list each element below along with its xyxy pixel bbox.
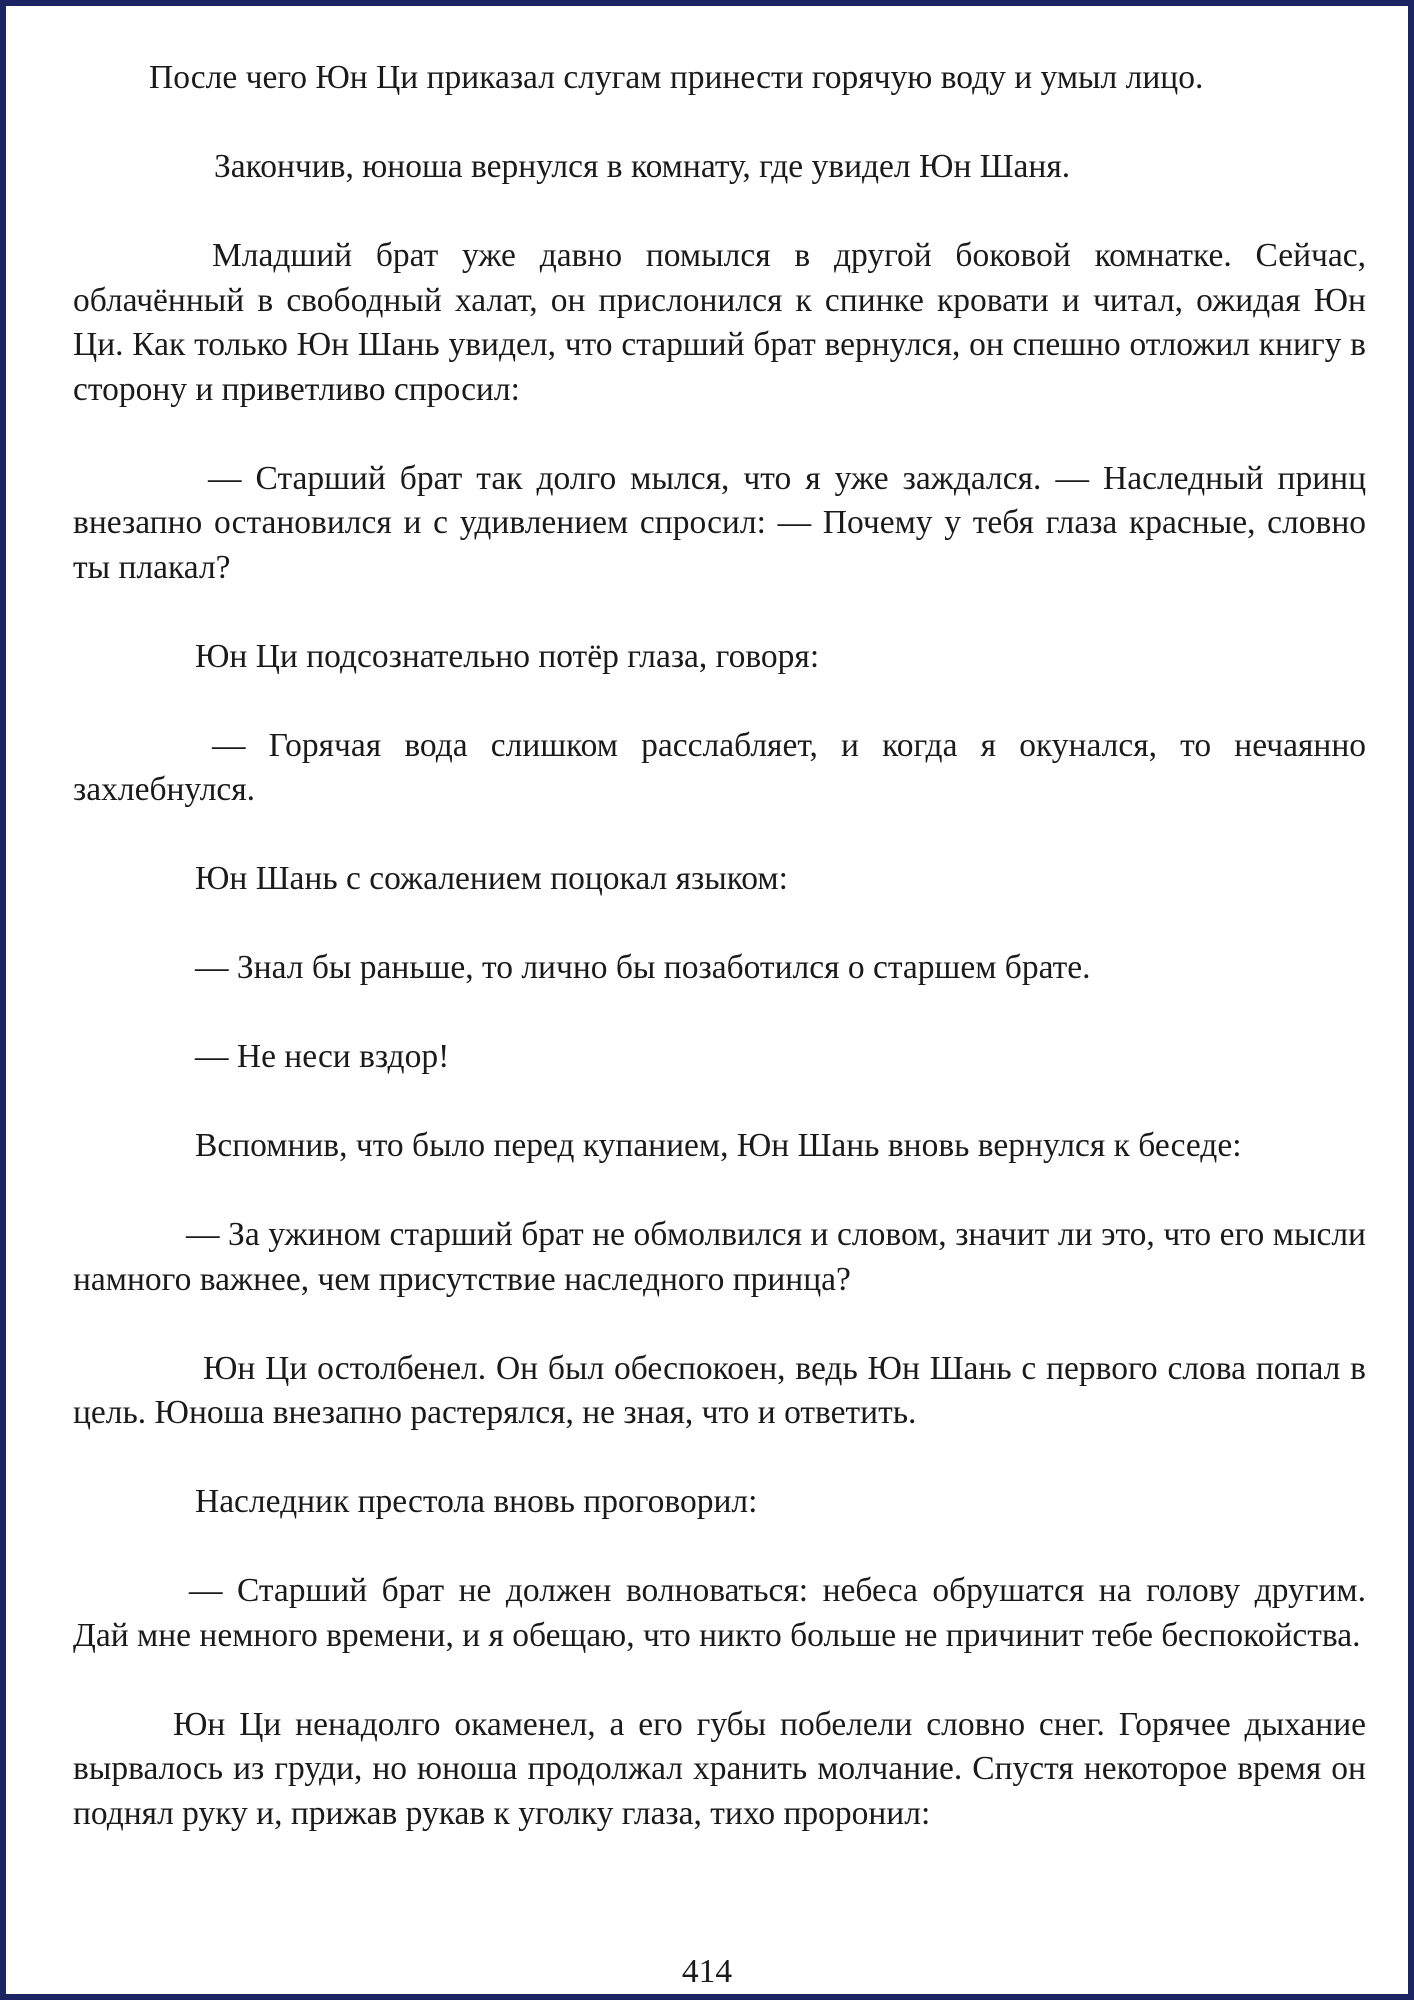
paragraph: — Старший брат не должен волноваться: небеса обрушатся на голову другим. Дай мне немного времени, и я обещаю, что никто больше не причинит тебе беспокойства. xyxy=(73,1572,1366,1654)
paragraph: Юн Ци остолбенел. Он был обеспокоен, ведь Юн Шань с первого слова попал в цель. Юноша внезапно растерялся, не зная, что и ответить. xyxy=(73,1349,1366,1431)
paragraph: Юн Ци подсознательно потёр глаза, говоря: xyxy=(195,637,820,675)
page-number: 414 xyxy=(681,1953,733,1990)
paragraph: После чего Юн Ци приказал слугам принести горячую воду и умыл лицо. xyxy=(149,59,1204,96)
paragraph: — Старший брат так долго мылся, что я уже заждался. — Наследный принц внезапно остановился и с удивлением спросил: — Почему у тебя глаза красные, словно ты плакал? xyxy=(73,459,1366,586)
paragraph: Вспомнив, что было перед купанием, Юн Шань вновь вернулся к беседе: xyxy=(195,1127,1242,1164)
paragraph: — За ужином старший брат не обмолвился и словом, значит ли это, что его мысли намного важнее, чем присутствие наследного принца? xyxy=(73,1216,1366,1298)
paragraph: Закончив, юноша вернулся в комнату, где увидел Юн Шаня. xyxy=(214,148,1071,185)
paragraph: — Горячая вода слишком расслабляет, и когда я окунался, то нечаянно захлебнулся. xyxy=(73,726,1366,808)
page-text xyxy=(73,56,1366,1881)
paragraph: — Не неси вздор! xyxy=(195,1038,450,1075)
paragraph: — Знал бы раньше, то лично бы позаботился о старшем брате. xyxy=(195,949,1091,986)
paragraph: Юн Шань с сожалением поцокал языком: xyxy=(195,860,788,897)
paragraph: Наследник престола вновь проговорил: xyxy=(195,1483,758,1520)
paragraph: Младший брат уже давно помылся в другой боковой комнатке. Сейчас, облачённый в свободный халат, он прислонился к спинке кровати и читал, ожидая Юн Ци. Как только Юн Шань увидел, что старший брат вернулся, он спешно отложил книгу в сторону и приветливо спросил: xyxy=(73,237,1366,408)
paragraph: Юн Ци ненадолго окаменел, а его губы побелели словно снег. Горячее дыхание вырвалось из груди, но юноша продолжал хранить молчание. Спустя некоторое время он поднял руку и, прижав рукав к уголку глаза, тихо проронил: xyxy=(73,1705,1366,1832)
